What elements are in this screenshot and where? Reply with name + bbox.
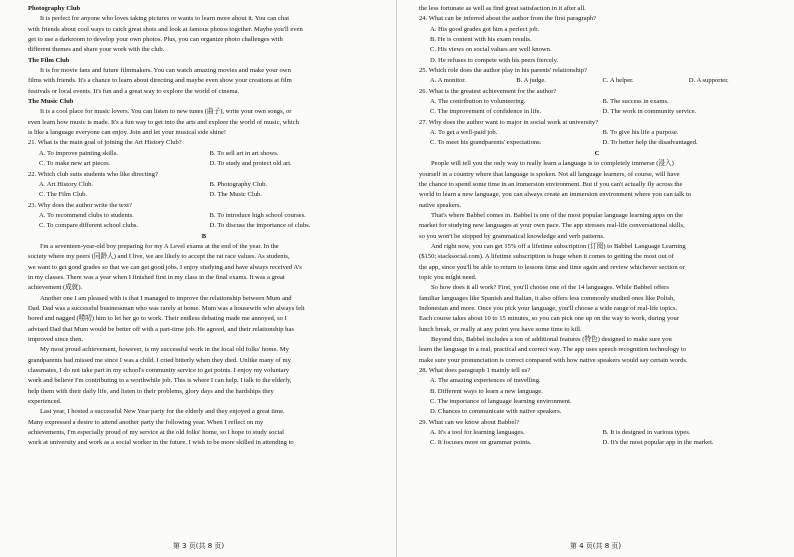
- question-stem: 27. Why does the author want to major in social work at university?: [419, 118, 599, 126]
- answer-options-row: [28, 211, 380, 221]
- answer-option: A. Art History Club.: [39, 180, 94, 188]
- paragraph-first-line: And right now, you can get 15% off a lifetime subscription (订阅) to Babbel Language Learning: [431, 242, 686, 250]
- answer-option: D. To discuss the importance of clubs.: [209, 222, 311, 230]
- text-line: help them with their daily life, and listen to their problems, glory days and the hardships they: [28, 387, 274, 395]
- text-line: is like a language everyone can enjoy. Join and let your musical side shine!: [28, 129, 227, 137]
- answer-option: C. A helper.: [602, 77, 634, 85]
- text-line: achievement (成就).: [28, 284, 83, 292]
- section-letter: C: [594, 149, 600, 157]
- paragraph-first-line: It is perfect for anyone who loves taking pictures or wants to learn more about it. You can chat: [40, 15, 290, 23]
- text-line: advised Dad that Mum would be better off with a part-time job. He agreed, and their relationship has: [28, 325, 294, 333]
- text-line: native speakers.: [419, 201, 462, 209]
- answer-option: B. The success in exams.: [602, 98, 669, 106]
- answer-options-row: [419, 76, 775, 86]
- answer-option: D. To better help the disadvantaged.: [602, 139, 698, 147]
- paragraph-first-line: It is a cool place for music lovers. You can listen to new tunes (曲子), write your own songs, or: [40, 108, 292, 116]
- page-footer-right: 第 4 页(共 8 页): [569, 542, 622, 550]
- answer-option: C. The importance of language learning environment.: [430, 398, 572, 406]
- question-stem: 22. Which club suits students who like directing?: [28, 170, 158, 178]
- question-stem: 25. Which role does the author play in his parents' relationship?: [419, 67, 587, 75]
- text-line: Many expressed a desire to attend another party the following year. When I reflect on my: [28, 418, 264, 426]
- text-line: world to learn a new language, you can always create an immersion environment where you can talk to: [419, 191, 692, 199]
- paragraph-first-line: Another one I am pleased with is that I managed to improve the relationship between Mum and: [40, 294, 292, 302]
- answer-options-row: [419, 107, 775, 117]
- answer-option: A. It's a tool for learning languages.: [430, 429, 525, 437]
- paragraph-first-line: That's where Babbel comes in. Babbel is one of the most popular language learning apps on the: [431, 211, 683, 219]
- answer-option: A. His good grades got him a perfect job.: [430, 25, 540, 33]
- answer-option: A. The contribution to volunteering.: [430, 98, 526, 106]
- answer-option: B. Different ways to learn a new language.: [430, 387, 543, 395]
- paragraph-first-line: My most proud achievement, however, is my successful work in the local old folks' home. My: [40, 346, 289, 354]
- text-line: Dad. Dad was a successful businessman who was rarely at home. Mum was a housewife who always felt: [28, 304, 305, 312]
- club-heading: The Music Club: [28, 98, 74, 106]
- club-heading: The Film Club: [28, 56, 70, 64]
- answer-option: C. To meet his grandparents' expectations.: [430, 139, 542, 147]
- answer-option: A. To improve painting skills.: [39, 149, 118, 157]
- text-line: topic you might need.: [419, 273, 477, 281]
- text-line: so you won't be stopped by grammatical knowledge and verb patterns.: [419, 232, 605, 240]
- text-line: learn the language in a real, practical and correct way. The app uses speech recognition technology to: [419, 346, 687, 354]
- answer-option: A. To get a well-paid job.: [430, 129, 498, 137]
- answer-options-row: [419, 438, 775, 448]
- answer-option: D. The work in community service.: [602, 108, 697, 116]
- text-line: work and believe I'm contributing to a worthwhile job. This is where I can help. I talk to the elderly,: [28, 377, 292, 385]
- text-line: even learn how music is made. It's a fun way to get into the arts and explore the world of music, which: [28, 118, 299, 126]
- text-line: get to use a darkroom to develop your own photos. Plus, you can organize photo challenges with: [28, 36, 283, 44]
- text-line: make sure your pronunciation is correct compared with how native speakers would say certain words.: [419, 356, 688, 364]
- answer-option: C. It focuses more on grammar points.: [430, 439, 532, 447]
- text-line: work at university and work as a social worker in the future. I wish to be more skilled in attending to: [28, 439, 294, 447]
- answer-options-row: [28, 221, 380, 231]
- question-stem: 24. What can be inferred about the author from the first paragraph?: [419, 15, 597, 23]
- paragraph-first-line: It is for movie fans and future filmmakers. You can watch amazing movies and make your own: [40, 67, 291, 75]
- text-line: market for studying new languages at your own pace. The app stresses real-life conversational skills,: [419, 222, 685, 230]
- answer-options-row: [419, 128, 775, 138]
- answer-option: B. A judge.: [516, 77, 546, 85]
- answer-options-row: [28, 190, 380, 200]
- answer-option: A. To recommend clubs to students.: [39, 211, 134, 219]
- text-line: ($150; stacksocial.com). A lifetime subscription is huge when it comes to getting the most out of: [419, 253, 674, 261]
- text-line: achievements, I'm especially proud of my service at the old folks' home, so I hope to study social: [28, 429, 284, 437]
- text-line: films with friends. It's a chance to learn about directing and maybe even show your creations at film: [28, 77, 292, 85]
- answer-options-row: [28, 180, 380, 190]
- answer-option: D. Chances to communicate with native speakers.: [430, 408, 562, 416]
- club-heading: Photography Club: [28, 5, 81, 12]
- answer-option: D. To study and protect old art.: [209, 160, 292, 168]
- text-line: festivals or local events. It's fun and a great way to explore the world of cinema.: [28, 87, 240, 95]
- text-line: Each course takes about 10 to 15 minutes, so you can pick one up on the way to work, during your: [419, 315, 680, 323]
- answer-option: B. To introduce high school courses.: [209, 211, 306, 219]
- paragraph-first-line: So how does it all work? First, you'll choose one of the 14 languages. While Babbel offers: [431, 284, 669, 292]
- page-4: [397, 0, 794, 557]
- text-line: bored and nagged (唠叨) him to let her go to work. Their endless debating made me annoyed, so I: [28, 315, 287, 323]
- paragraph-first-line: Beyond this, Babbel includes a ton of additional features (特色) designed to make sure you: [431, 336, 672, 343]
- answer-option: B. Photography Club.: [209, 180, 268, 188]
- answer-option: B. To sell art in art shows.: [209, 149, 279, 157]
- answer-option: B. To give his life a purpose.: [602, 129, 679, 137]
- question-stem: 29. What can we know about Babbel?: [419, 418, 520, 426]
- text-line: classmates, I do not take part in my school's community service to get points. I enjoy my voluntary: [28, 367, 290, 375]
- answer-option: C. To make new art pieces.: [39, 160, 111, 168]
- question-stem: 21. What is the main goal of joining the Art History Club?: [28, 139, 182, 147]
- answer-options-row: [419, 97, 775, 107]
- text-line: familiar languages like Spanish and Italian, it also offers less commonly studied ones like Polish,: [419, 294, 675, 302]
- answer-option: D. A supporter.: [688, 77, 729, 85]
- text-line: in my classes. There was a year when I finished first in my class in the final exams. It was a great: [28, 273, 285, 281]
- paragraph-first-line: People will tell you the only way to really learn a language is to completely immerse (浸入): [431, 160, 674, 168]
- answer-options-row: [28, 149, 380, 159]
- paragraph-first-line: I'm a seventeen-year-old boy preparing for my A Level exams at the end of the year. In the: [40, 242, 279, 250]
- answer-option: B. It is designed in various types.: [602, 429, 691, 437]
- answer-option: B. He is content with his exam results.: [430, 36, 532, 44]
- page-footer-left: 第 3 页(共 8 页): [172, 542, 225, 550]
- answer-option: C. His views on social values are well known.: [430, 46, 552, 54]
- answer-option: C. To compare different school clubs.: [39, 222, 139, 230]
- text-line: the app, since you'll be able to return to lessons time and time again and review whichever section or: [419, 263, 685, 271]
- answer-option: C. The improvement of confidence in life.: [430, 108, 542, 116]
- text-line: yourself in a country where that language is spoken. Not all language learners, of course, will have: [419, 170, 680, 178]
- text-line: experienced.: [28, 398, 62, 406]
- answer-options-row: [28, 159, 380, 169]
- text-line: improved since then.: [28, 336, 84, 343]
- answer-option: A. A monitor.: [430, 77, 466, 85]
- question-stem: 28. What does paragraph 1 mainly tell us?: [419, 367, 531, 375]
- text-line: grandparents had missed me since I was a child. I cried bitterly when they died. Unlike many of my: [28, 356, 291, 364]
- text-line: the chance to spend some time in an immersion environment. But if you can't actually fly across the: [419, 180, 683, 188]
- text-line: lunch break, or really at any point you have some time to kill.: [419, 325, 582, 333]
- question-stem: 26. What is the greatest achievement for the author?: [419, 87, 557, 95]
- answer-options-row: [419, 138, 775, 148]
- text-line: Indonesian and more. Once you pick your language, you'll choose a wide range of real-life topics.: [419, 304, 678, 312]
- answer-option: A. The amazing experiences of travelling.: [430, 377, 541, 385]
- text-line: society where my peers (同龄人) and I live, we are likely to accept the rat race values. As students,: [28, 253, 290, 261]
- right-column-text: [419, 4, 775, 449]
- question-stem: 23. Why does the author write the text?: [28, 201, 132, 209]
- answer-option: C. The Film Club.: [39, 191, 88, 199]
- answer-options-row: [419, 428, 775, 438]
- answer-option: D. The Music Club.: [209, 191, 262, 199]
- text-line: the less fortunate as well as find great satisfaction in it after all.: [419, 5, 586, 12]
- text-line: different themes and share your work with the club.: [28, 46, 165, 54]
- answer-option: D. It's the most popular app in the market.: [602, 439, 714, 447]
- answer-option: D. He refuses to compete with his peers fiercely.: [430, 56, 559, 64]
- text-line: we want to get good grades so that we can get good jobs. I enjoy studying and have always received A's: [28, 263, 302, 271]
- left-column-text: [28, 4, 380, 449]
- paragraph-first-line: Last year, I hosted a successful New Year party for the elderly and they enjoyed a great time.: [40, 408, 285, 416]
- section-letter: B: [201, 232, 207, 240]
- text-line: with friends about cool ways to catch great shots and look at famous photos together. Maybe you'll even: [28, 25, 303, 33]
